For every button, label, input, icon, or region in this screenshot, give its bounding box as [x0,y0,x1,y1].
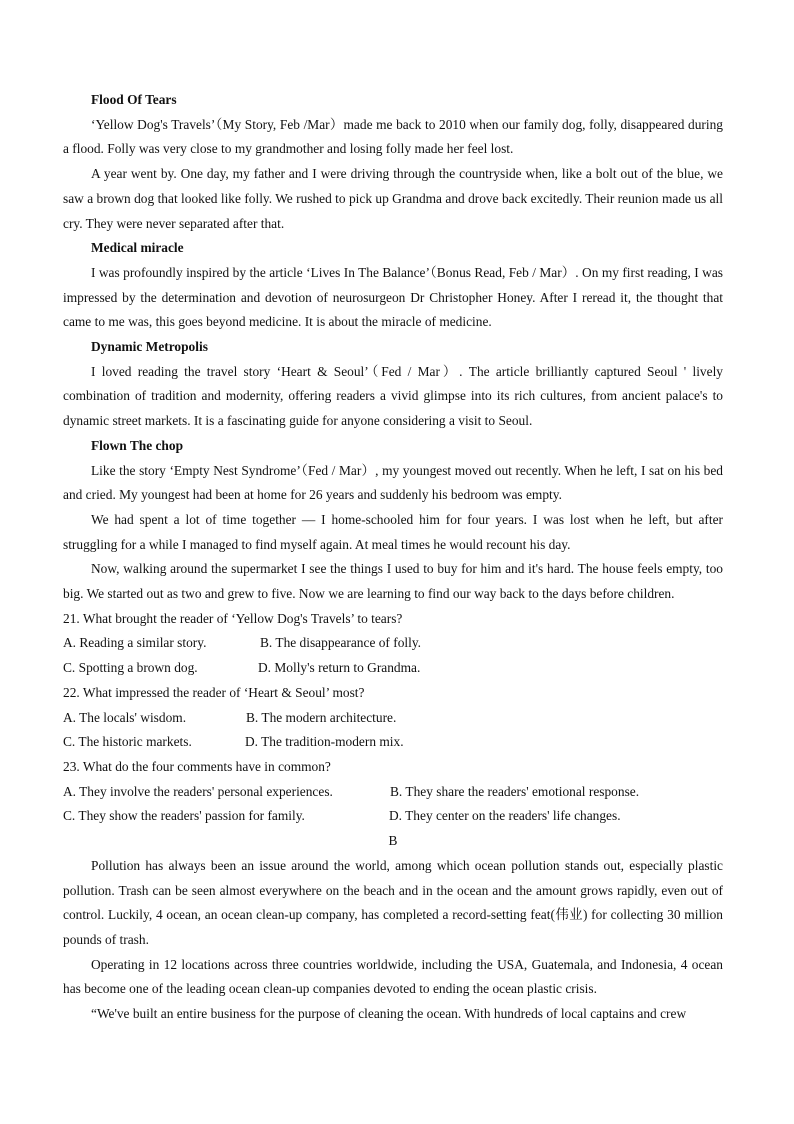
option-c: C. They show the readers' passion for family. [63,808,305,824]
question-stem: 23. What do the four comments have in common? [63,758,331,774]
comment-heading-flood-of-tears: Flood Of Tears [91,92,177,107]
option-b: B. They share the readers' emotional response. [390,783,640,799]
option-a: A. The locals' wisdom. [63,709,187,725]
option-d: D. Molly's return to Grandma. [258,660,421,676]
option-row [63,804,723,829]
comment-paragraph: I was profoundly inspired by the article ‘Lives In The Balance’（Bonus Read, Feb / Mar）. On my first reading, I was impressed by the determination and devotion of neurosurgeon Dr Christopher Honey. After I reread it, the thought that came to me was, this goes beyond medicine. It is about the miracle of medicine. [63,264,723,330]
comment-heading-flown-the-chop: Flown The chop [91,437,184,453]
comment-heading-dynamic-metropolis: Dynamic Metropolis [91,339,208,355]
question-stem: 21. What brought the reader of ‘Yellow Dog's Travels’ to tears? [63,610,403,626]
option-b: B. The disappearance of folly. [260,635,422,651]
comment-heading-medical-miracle: Medical miracle [91,240,184,256]
option-row [63,730,723,755]
option-d: D. The tradition-modern mix. [245,734,404,750]
comment-paragraph: Like the story ‘Empty Nest Syndrome’（Fed / Mar）, my youngest moved out recently. When he left, I sat on his bed and cried. My youngest had been at home for 26 years and suddenly his bedroom was empty. [63,462,723,503]
comment-paragraph: Now, walking around the supermarket I see the things I used to buy for him and it's hard. The house feels empty, too big. We started out as two and grew to five. Now we are learning to find our way back to the days before children. [63,561,723,602]
question-stem: 22. What impressed the reader of ‘Heart & Seoul’ most? [63,684,365,700]
option-a: A. They involve the readers' personal experiences. [63,783,333,799]
passage-paragraph: Pollution has always been an issue around the world, among which ocean pollution stands out, especially plastic pollution. Trash can be seen almost everywhere on the beach and in the ocean and the amount grows rapidly, even out of control. Luckily, 4 ocean, an ocean clean-up company, has completed a record-setting feat(伟业) for collecting 30 million pounds of trash. [63,857,723,947]
passage-paragraph: “We've built an entire business for the purpose of cleaning the ocean. With hundreds of local captains and crew [91,1006,687,1022]
option-c: C. The historic markets. [63,734,192,750]
comment-paragraph: ‘Yellow Dog's Travels’（My Story, Feb /Mar）made me back to 2010 when our family dog, folly, disappeared during a flood. Folly was very close to my grandmother and losing folly made her feel lost. [63,116,723,157]
option-row [63,780,723,805]
comment-paragraph: I loved reading the travel story ‘Heart & Seoul’（Fed / Mar）. The article brilliantly captured Seoul ' lively combination of tradition and modernity, offering readers a vivid glimpse into its rich cultures, from ancient palace's to dynamic street markets. It is a fascinating guide for anyone considering a visit to Seoul. [63,363,723,429]
option-row [63,631,723,656]
option-a: A. Reading a similar story. [63,635,207,651]
section-label-b: B [388,833,398,849]
passage-paragraph: Operating in 12 locations across three countries worldwide, including the USA, Guatemala, and Indonesia, 4 ocean has become one of the leading ocean clean-up companies devoted to ending the ocean plastic crisis. [63,956,723,997]
option-row [63,656,723,681]
option-b: B. The modern architecture. [246,709,397,725]
option-row [63,706,723,731]
option-c: C. Spotting a brown dog. [63,660,198,676]
comment-paragraph: We had spent a lot of time together — I home-schooled him for four years. I was lost when he left, but after struggling for a while I managed to find myself again. At meal times he would recount his day. [63,511,723,552]
option-d: D. They center on the readers' life changes. [389,808,621,824]
comment-paragraph: A year went by. One day, my father and I were driving through the countryside when, like a bolt out of the blue, we saw a brown dog that looked like folly. We rushed to pick up Grandma and drove back excitedly. Their reunion made us all cry. They were never separated after that. [63,166,723,231]
document-body [63,88,723,1027]
